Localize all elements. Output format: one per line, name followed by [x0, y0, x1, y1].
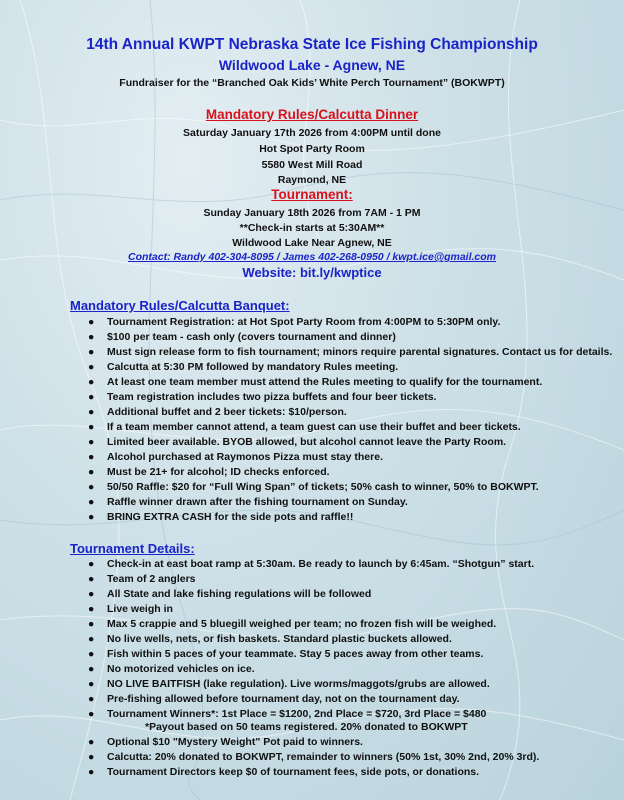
list-item: ● No live wells, nets, or fish baskets. Standard plastic buckets allowed. — [88, 633, 452, 645]
dinner-date: Saturday January 17th 2026 from 4:00PM until done — [183, 127, 441, 139]
list-item: ● Must be 21+ for alcohol; ID checks enforced. — [88, 466, 330, 478]
list-item: ● Team registration includes two pizza buffets and four beer tickets. — [88, 391, 437, 403]
list-item: ● NO LIVE BAITFISH (lake regulation). Live worms/maggots/grubs are allowed. — [88, 678, 490, 690]
list-item: ● Calcutta at 5:30 PM followed by mandatory Rules meeting. — [88, 361, 399, 373]
list-item: ● All State and lake fishing regulations will be followed — [88, 588, 372, 600]
list-item: ● Must sign release form to fish tournament; minors require parental signatures. Contact us for details. — [88, 346, 613, 358]
list-item: ● $100 per team - cash only (covers tournament and dinner) — [88, 331, 396, 343]
list-item: ● Additional buffet and 2 beer tickets: $10/person. — [88, 406, 347, 418]
list-item: ● No motorized vehicles on ice. — [88, 663, 255, 675]
page-title: 14th Annual KWPT Nebraska State Ice Fishing Championship — [86, 36, 538, 53]
contact-link[interactable]: Contact: Randy 402-304-8095 / James 402-268-0950 / kwpt.ice@gmail.com — [128, 251, 496, 263]
dinner-venue: Hot Spot Party Room — [259, 143, 365, 155]
list-item: ● If a team member cannot attend, a team guest can use their buffet and beer tickets. — [88, 421, 521, 433]
website-link[interactable]: Website: bit.ly/kwptice — [242, 265, 382, 280]
list-item: ● BRING EXTRA CASH for the side pots and raffle!! — [88, 511, 354, 523]
list-item: ● Live weigh in — [88, 603, 173, 615]
banquet-list — [88, 316, 618, 526]
list-item: ● Limited beer available. BYOB allowed, but alcohol cannot leave the Party Room. — [88, 436, 507, 448]
list-item: ● Team of 2 anglers — [88, 573, 196, 585]
fundraiser-line: Fundraiser for the “Branched Oak Kids’ White Perch Tournament” (BOKWPT) — [119, 77, 505, 89]
banquet-heading: Mandatory Rules/Calcutta Banquet: — [70, 298, 290, 313]
list-item: ● Optional $10 "Mystery Weight" Pot paid to winners. — [88, 736, 363, 748]
page-subtitle: Wildwood Lake - Agnew, NE — [218, 57, 406, 73]
list-item: ● Fish within 5 paces of your teammate. Stay 5 paces away from other teams. — [88, 648, 484, 660]
details-list — [88, 558, 618, 781]
payout-note: *Payout based on 50 teams registered. 20% donated to BOKWPT — [145, 721, 468, 733]
tournament-checkin: **Check-in starts at 5:30AM** — [239, 222, 385, 234]
tournament-location: Wildwood Lake Near Agnew, NE — [232, 237, 392, 249]
list-item: ● Calcutta: 20% donated to BOKWPT, remainder to winners (50% 1st, 30% 2nd, 20% 3rd). — [88, 751, 540, 763]
list-item: ● At least one team member must attend the Rules meeting to qualify for the tournament. — [88, 376, 543, 388]
dinner-address: 5580 West Mill Road — [261, 159, 363, 171]
dinner-heading: Mandatory Rules/Calcutta Dinner — [205, 107, 419, 122]
list-item: ● Pre-fishing allowed before tournament day, not on the tournament day. — [88, 693, 460, 705]
list-item: ● Tournament Registration: at Hot Spot Party Room from 4:00PM to 5:30PM only. — [88, 316, 501, 328]
dinner-city: Raymond, NE — [277, 174, 347, 186]
tournament-heading: Tournament: — [271, 187, 353, 202]
list-item: ● Max 5 crappie and 5 bluegill weighed per team; no frozen fish will be weighed. — [88, 618, 497, 630]
list-item: ● Check-in at east boat ramp at 5:30am. Be ready to launch by 6:45am. “Shotgun” start. — [88, 558, 535, 570]
list-item: ● Tournament Directors keep $0 of tournament fees, side pots, or donations. — [88, 766, 480, 778]
list-item: ● Raffle winner drawn after the fishing tournament on Sunday. — [88, 496, 408, 508]
tournament-date: Sunday January 18th 2026 from 7AM - 1 PM — [203, 207, 421, 219]
details-heading: Tournament Details: — [70, 541, 195, 556]
list-item: ● 50/50 Raffle: $20 for “Full Wing Span” of tickets; 50% cash to winner, 50% to BOKWPT. — [88, 481, 539, 493]
list-item: ● Alcohol purchased at Raymonos Pizza must stay there. — [88, 451, 383, 463]
list-item: ● Tournament Winners*: 1st Place = $1200, 2nd Place = $720, 3rd Place = $480 *Payout based on 50 teams registered. 20% donated to BOKWPT — [88, 708, 618, 734]
